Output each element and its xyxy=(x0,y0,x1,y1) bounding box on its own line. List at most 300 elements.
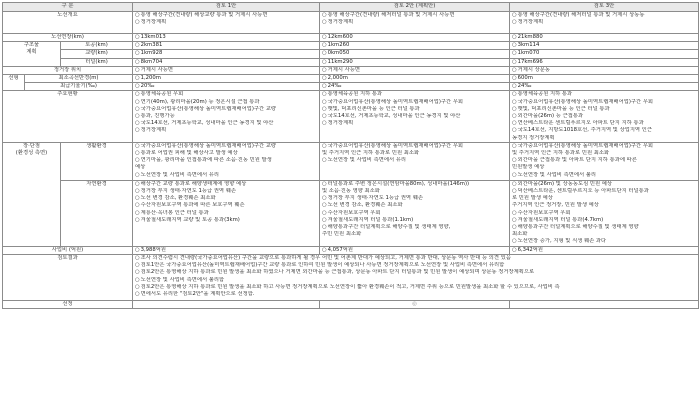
text-line xyxy=(135,181,317,188)
bullet-icon: ○ xyxy=(322,180,327,187)
bullet-icon: ○ xyxy=(322,246,327,253)
cell-plan2 xyxy=(320,75,510,83)
line-text: 정거장계획 xyxy=(517,19,544,26)
text-line xyxy=(135,247,317,254)
bullet-icon: ○ xyxy=(135,216,140,223)
cell-plan1 xyxy=(133,66,320,74)
row-review xyxy=(3,255,699,301)
bullet-icon: ○ xyxy=(135,188,140,195)
text-line xyxy=(512,238,696,245)
bullet-icon: ○ xyxy=(512,113,517,120)
bullet-icon: ○ xyxy=(322,91,327,98)
line-text: 노선 변경 감소, 환경훼손 최소화 xyxy=(140,195,216,202)
bullet-icon: ○ xyxy=(512,224,517,231)
label-radius: 최소곡선반경(m) xyxy=(25,75,133,83)
bullet-icon: ○ xyxy=(135,283,140,290)
line-text: 해양통과구간 터널계획으로 해양수질 및 생태계 영향, xyxy=(327,224,451,231)
cell-plan2 xyxy=(320,34,510,42)
bullet-icon: ○ xyxy=(512,83,517,90)
bullet-icon: ○ xyxy=(135,19,140,26)
bullet-icon: ○ xyxy=(322,113,327,120)
text-line xyxy=(512,113,696,120)
line-text: 2km381 xyxy=(140,42,163,49)
label-review: 검토결과 xyxy=(3,255,133,301)
row-cost xyxy=(3,246,699,254)
line-text: 해상구간 교량 통과로 해양생태계에 영향 예상 xyxy=(140,180,247,187)
selection-plan2: ◎ xyxy=(320,301,510,309)
cell-plan2 xyxy=(320,83,510,91)
text-line xyxy=(135,195,317,202)
text-line xyxy=(322,50,507,57)
line-text: 6,342억원 xyxy=(517,246,544,253)
cell-plan1 xyxy=(133,83,320,91)
bullet-icon: ○ xyxy=(512,142,517,149)
bullet-icon: ○ xyxy=(135,195,140,202)
line-text: 국가중요어업유산(통영해상 돌미역트랩재배어업)구간 우회 xyxy=(327,142,464,149)
text-line xyxy=(135,34,317,41)
text-line xyxy=(135,172,317,179)
row-earthwork xyxy=(3,42,699,50)
bullet-icon: ○ xyxy=(322,209,327,216)
line-text: 로 민원 발생 예상 xyxy=(512,195,553,202)
line-text: 농경지 정거장계획 xyxy=(512,134,555,141)
cell-plan1 xyxy=(133,142,320,180)
line-text: 면에서도 유리한 "검토2안"을 계획안으로 선정함. xyxy=(140,291,255,298)
selection-plan1 xyxy=(133,301,320,309)
line-text: 검토2안은 통영해상 지하 통과로 민원 발생을 최소화 하고 사등면 정거장계획으로 노선연장이 짧아 환경훼손이 적고, 거제면 주위 등으로 민원발생을 최소화 할 수 있으므로, 사업비 측 xyxy=(140,283,560,290)
bullet-icon: ○ xyxy=(512,91,517,98)
text-line xyxy=(322,150,507,157)
cell-plan3 xyxy=(510,142,699,180)
bullet-icon: ○ xyxy=(135,50,140,57)
bullet-icon: ○ xyxy=(135,142,140,149)
line-text: 연기마을, 광리마을 인접통과에 따른 소음·진동 민원 발생 xyxy=(140,157,272,164)
text-line xyxy=(135,113,317,120)
selection-plan3 xyxy=(510,301,699,309)
bullet-icon: ○ xyxy=(322,202,327,209)
bullet-icon: ○ xyxy=(135,83,140,90)
text-line xyxy=(135,150,317,157)
text-line xyxy=(512,210,696,217)
bullet-icon: ○ xyxy=(512,50,517,57)
text-line xyxy=(135,50,317,57)
line-text: 국가중요어업유산(통영해상 돌미역트랩재배어업)구간 우회 xyxy=(327,98,464,105)
label-env-group: 장·단점 (환경성 측면) xyxy=(3,142,61,246)
line-text: 연산베스트타운 센트럴푸르지오 아파트 단지 지하 통과 xyxy=(517,120,644,127)
text-line xyxy=(512,12,696,19)
line-text: 600m xyxy=(517,75,533,82)
text-line xyxy=(135,164,317,171)
cell-plan3 xyxy=(510,50,699,58)
line-text: 8km704 xyxy=(140,58,163,65)
label-living-env: 생활환경 xyxy=(61,142,133,180)
bullet-icon: ○ xyxy=(512,12,517,18)
bullet-icon: ○ xyxy=(512,209,517,216)
line-text: 국가중요어업유산(통영해상 돌미역트랩재배어업)구간 우회 xyxy=(517,142,654,149)
row-bridge xyxy=(3,50,699,58)
text-line xyxy=(322,217,507,224)
line-text: 최소화 xyxy=(512,231,528,238)
text-line xyxy=(512,83,696,90)
line-text: 검토2안은 통영해상 지하 통과로 민원 발생을 최소화 하였으나 거제면 외간마을 등 근접통과, 상문동 아파트 단지 터널통과 및 민원 발생이 예상되며 상문동 정거장계획으로 xyxy=(140,269,535,276)
text-line xyxy=(135,143,317,150)
row-tunnel xyxy=(3,58,699,66)
bullet-icon: ○ xyxy=(322,42,327,49)
bullet-icon: ○ xyxy=(135,58,140,65)
line-text: 노선 변경 감소, 환경훼손 최소화 xyxy=(327,202,403,209)
cell-plan3 xyxy=(510,66,699,74)
line-text: 예상 xyxy=(135,164,146,171)
bullet-icon: ○ xyxy=(135,127,140,134)
line-text: 2,000m xyxy=(327,75,348,82)
line-text: 해양통과구간 터널계획으로 해양수질 및 생태계 영향 xyxy=(517,224,639,231)
bullet-icon: ○ xyxy=(322,142,327,149)
cell-plan2 xyxy=(320,42,510,50)
text-line xyxy=(512,42,696,49)
line-text: 검토1안은 국가중요어업유산(돌미역트랩재배어업)구간 교량 통과로 인하여 민원 발생이 예상되나 사등면 정거장계획으로 노선연장 및 사업비 측면에서 유리함 xyxy=(140,262,505,269)
text-line xyxy=(322,67,507,74)
text-line xyxy=(322,34,507,41)
line-text: 거제시 사등면 xyxy=(327,66,361,73)
line-text: 주거지역 인근 정거장, 민원 발생 예상 xyxy=(512,202,599,209)
cell-plan1 xyxy=(133,246,320,254)
text-line xyxy=(512,143,696,150)
text-line xyxy=(322,247,507,254)
bullet-icon: ○ xyxy=(135,42,140,49)
label-tunnel: 터널(km) xyxy=(61,58,133,66)
text-line xyxy=(322,99,507,106)
text-line xyxy=(322,12,507,19)
text-line xyxy=(322,143,507,150)
bullet-icon: ○ xyxy=(322,195,327,202)
line-text: 통영 해상구간(견내량) 해저터널 통과 및 거제시 사등면 xyxy=(327,12,455,18)
line-text: 거제시 사등면 xyxy=(140,66,174,73)
label-alignment-group: 선형 xyxy=(3,75,25,91)
row-grade xyxy=(3,83,699,91)
cell-plan3 xyxy=(510,180,699,246)
bullet-icon: ○ xyxy=(512,34,517,40)
text-line xyxy=(322,106,507,113)
row-radius xyxy=(3,75,699,83)
row-length xyxy=(3,34,699,42)
text-line xyxy=(512,172,696,179)
cell-plan2 xyxy=(320,180,510,246)
bullet-icon: ○ xyxy=(512,180,517,187)
text-line xyxy=(512,67,696,74)
line-text: 1,200m xyxy=(140,75,161,82)
text-line xyxy=(512,19,696,26)
cell-plan3 xyxy=(510,42,699,50)
cell-plan3 xyxy=(510,91,699,142)
line-text: 정거장 부지 생태·자연도 1등급 권역 훼손 xyxy=(140,188,236,195)
line-text: 12km600 xyxy=(327,34,353,40)
cell-plan3 xyxy=(510,34,699,42)
line-text: 수산자원보호구역 우회 xyxy=(327,209,381,216)
bullet-icon: ○ xyxy=(135,66,140,73)
header-row xyxy=(3,3,699,12)
bullet-icon: ○ xyxy=(322,34,327,40)
text-line xyxy=(322,113,507,120)
cell-plan1 xyxy=(133,34,320,42)
text-line xyxy=(322,19,507,26)
header-category: 구 분 xyxy=(3,3,133,12)
line-text: 국도14호선, 거제초등학교, 성내마을 인근 농경지 및 야산 xyxy=(140,120,274,127)
cell-plan1 xyxy=(133,58,320,66)
line-text: 정거장계획 xyxy=(327,19,354,26)
line-text: 국도14호선, 지방도1018호선, 주거지역 및 상업지역 인근 xyxy=(517,127,652,134)
header-plan2: 검토 2안 (계획안) xyxy=(320,3,510,12)
text-line xyxy=(135,120,317,127)
text-line xyxy=(135,277,696,284)
text-line xyxy=(135,12,317,19)
line-text: 국도14호선, 거제초등학교, 성내마을 인근 농경지 및 야산 xyxy=(327,113,461,120)
text-line xyxy=(135,217,317,224)
text-line xyxy=(512,164,696,171)
text-line xyxy=(135,291,696,298)
text-line xyxy=(322,59,507,66)
row-living-env xyxy=(3,142,699,180)
bullet-icon: ○ xyxy=(512,120,517,127)
text-line xyxy=(135,202,317,209)
label-selection: 선정 xyxy=(3,301,133,309)
bullet-icon: ○ xyxy=(512,19,517,26)
line-text: 정거장계획 xyxy=(327,120,354,127)
text-line xyxy=(322,75,507,82)
line-text: 조사 의견수렴시 견내량(국가중요어업유산) 구간을 교량으로 통과하게 될 경우 어민 및 어촌계 반대가 예상되고, 거제면 통과 반대, 상문동 역사 반대 등 의견 있음 xyxy=(140,255,511,262)
bullet-icon: ○ xyxy=(322,12,327,18)
line-text: 민원발생 예상 xyxy=(512,164,545,171)
cell-plan1 xyxy=(133,75,320,83)
line-text: 외간마을(26m) 및 상동동도심 민원 예상 xyxy=(517,180,613,187)
bullet-icon: ○ xyxy=(322,66,327,73)
text-line xyxy=(512,181,696,188)
bullet-icon: ○ xyxy=(135,120,140,127)
bullet-icon: ○ xyxy=(322,216,327,223)
text-line xyxy=(322,188,507,195)
text-line xyxy=(135,188,317,195)
bullet-icon: ○ xyxy=(322,19,327,26)
text-line xyxy=(135,75,317,82)
label-natural-env: 자연환경 xyxy=(61,180,133,246)
line-text: 17km696 xyxy=(517,58,543,65)
bullet-icon: ○ xyxy=(135,150,140,157)
line-text: 통과로 어업권 피해 및 해상사고 발생 예상 xyxy=(140,150,238,157)
bullet-icon: ○ xyxy=(512,42,517,49)
bullet-icon: ○ xyxy=(135,291,140,298)
line-text: 3,988억원 xyxy=(140,246,167,253)
route-comparison-table xyxy=(2,2,699,309)
cell-plan2 xyxy=(320,91,510,142)
row-natural-env xyxy=(3,180,699,246)
text-line xyxy=(512,91,696,98)
line-text: 20‰ xyxy=(140,83,155,90)
line-text: 국가중요어업유산(통영해상 돌미역트랩재배어업)구간 교량 xyxy=(140,142,277,149)
cell-plan2 xyxy=(320,58,510,66)
line-text: 외간마을(26m) 등 근접통과 xyxy=(517,113,584,120)
text-line xyxy=(135,106,317,113)
bullet-icon: ○ xyxy=(512,216,517,223)
bullet-icon: ○ xyxy=(322,75,327,82)
bullet-icon: ○ xyxy=(512,127,517,134)
bullet-icon: ○ xyxy=(512,171,517,178)
text-line xyxy=(512,135,696,142)
line-text: 통영체육공원 우회 xyxy=(140,91,184,98)
text-line xyxy=(512,120,696,127)
text-line xyxy=(322,210,507,217)
label-earthwork: 토공(km) xyxy=(61,42,133,50)
bullet-icon: ○ xyxy=(135,157,140,164)
bullet-icon: ○ xyxy=(135,246,140,253)
bullet-icon: ○ xyxy=(135,113,140,120)
line-text: 24‰ xyxy=(517,83,532,90)
text-line xyxy=(512,217,696,224)
bullet-icon: ○ xyxy=(135,202,140,209)
bullet-icon: ○ xyxy=(135,105,140,112)
bullet-icon: ○ xyxy=(322,50,327,57)
text-line xyxy=(512,106,696,113)
text-line xyxy=(512,157,696,164)
label-structure-group: 구조물 계획 xyxy=(3,42,61,67)
bullet-icon: ○ xyxy=(135,12,140,18)
label-bridge: 교량(km) xyxy=(61,50,133,58)
cell-plan3 xyxy=(510,75,699,83)
bullet-icon: ○ xyxy=(512,66,517,73)
line-text: 계룡산·옥녀봉 인근 터널 통과 xyxy=(140,209,209,216)
bullet-icon: ○ xyxy=(322,58,327,65)
text-line xyxy=(135,19,317,26)
label-station: 정거장 위치 xyxy=(3,66,133,74)
text-line xyxy=(322,83,507,90)
label-cost: 사업비 (억원) xyxy=(3,246,133,254)
line-text: 1km260 xyxy=(327,42,350,49)
text-line xyxy=(512,195,696,202)
text-line xyxy=(512,50,696,57)
text-line xyxy=(512,75,696,82)
line-text: 통영체육공원 지하 통과 xyxy=(327,91,383,98)
text-line xyxy=(135,99,317,106)
label-main-status: 주요현황 xyxy=(3,91,133,142)
line-text: 정거장 부지 생태·자연도 1등급 권역 훼손 xyxy=(327,195,423,202)
line-text: 1km928 xyxy=(140,50,163,57)
text-line xyxy=(322,224,507,231)
line-text: 통영 해상구간(견내량) 해상교량 통과 및 거제시 사등면 xyxy=(140,12,268,18)
row-station xyxy=(3,66,699,74)
cell-plan3 xyxy=(510,58,699,66)
line-text: 거제시 상문동 xyxy=(517,66,551,73)
label-overview: 노선개요 xyxy=(3,12,133,34)
text-line xyxy=(135,210,317,217)
line-text: 노선연장 및 사업비 측면에서 유리 xyxy=(140,171,219,178)
text-line xyxy=(135,284,696,291)
line-text: 4,057억원 xyxy=(327,246,354,253)
text-line xyxy=(135,91,317,98)
cell-plan3 xyxy=(510,246,699,254)
cell-plan2 xyxy=(320,142,510,180)
text-line xyxy=(512,231,696,238)
line-text: 터널통과로 주변 정온시설(연암마을80m), 성내마을(146m)) xyxy=(327,180,470,187)
cell-plan3 xyxy=(510,12,699,34)
line-text: 및 주거지역 인근 지하 통과로 민원 최소화 xyxy=(322,150,420,157)
bullet-icon: ○ xyxy=(135,262,140,269)
line-text: 0km050 xyxy=(327,50,350,57)
text-line xyxy=(135,67,317,74)
bullet-icon: ○ xyxy=(512,157,517,164)
bullet-icon: ○ xyxy=(135,75,140,82)
text-line xyxy=(135,157,317,164)
line-text: 겨울철새도래지역 터널 통과(1.1km) xyxy=(327,216,414,223)
cell-review-result xyxy=(133,255,699,301)
cell-plan2 xyxy=(320,66,510,74)
text-line xyxy=(512,127,696,134)
label-grade: 최급기울기(‰) xyxy=(25,83,133,91)
line-text: 노선연장 및 사업비 측면에서 유리 xyxy=(327,157,406,164)
line-text: 국가중요어업유산(통영해상 돌미역트랩재배어업)구간 교량 xyxy=(140,105,277,112)
text-line xyxy=(135,262,696,269)
line-text: 노선연장 증가, 지형 및 식생 훼손 과다 xyxy=(517,238,607,245)
bullet-icon: ○ xyxy=(135,276,140,283)
bullet-icon: ○ xyxy=(512,75,517,82)
line-text: 정거장계획 xyxy=(140,19,167,26)
text-line xyxy=(512,34,696,41)
text-line xyxy=(322,120,507,127)
text-line xyxy=(135,127,317,134)
line-text: 겨울철새도래지역 교량 및 토공 통과(3km) xyxy=(140,216,240,223)
line-text: 13km013 xyxy=(140,34,166,40)
bullet-icon: ○ xyxy=(512,188,517,195)
cell-plan1 xyxy=(133,91,320,142)
line-text: 및 소음·진동 영향 최소화 xyxy=(322,188,380,195)
line-text: 노선연장 및 사업비 측면에서 불리 xyxy=(517,171,596,178)
bullet-icon: ○ xyxy=(322,120,327,127)
line-text: 통과, 진행가능 xyxy=(140,113,175,120)
bullet-icon: ○ xyxy=(322,157,327,164)
row-overview xyxy=(3,12,699,34)
line-text: 외간마을 근접통과 및 아파트 단지 지하 통과에 따른 xyxy=(517,157,637,164)
bullet-icon: ○ xyxy=(135,91,140,98)
bullet-icon: ○ xyxy=(322,83,327,90)
line-text: 햇빛, 덕포리신촌마을 등 인근 터널 통과 xyxy=(327,105,420,112)
header-plan1: 검토 1안 xyxy=(133,3,320,12)
bullet-icon: ○ xyxy=(322,105,327,112)
header-plan3: 검토 3안 xyxy=(510,3,699,12)
bullet-icon: ○ xyxy=(135,269,140,276)
bullet-icon: ○ xyxy=(512,105,517,112)
line-text: 햇빛, 덕포리신촌마을 등 인근 터널 통과 xyxy=(517,105,610,112)
text-line xyxy=(512,59,696,66)
bullet-icon: ○ xyxy=(135,98,140,105)
line-text: 24‰ xyxy=(327,83,342,90)
text-line xyxy=(512,99,696,106)
line-text: 겨울철새도래지역 터널 통과(4.7km) xyxy=(517,216,604,223)
line-text: 1km070 xyxy=(517,50,540,57)
cell-plan1 xyxy=(133,12,320,34)
line-text: 덕산베스트타운, 센트럴푸르지오 등 아파트단지 터널통과 xyxy=(517,188,649,195)
text-line xyxy=(135,59,317,66)
bullet-icon: ○ xyxy=(135,255,140,262)
line-text: 노선연장 및 사업비 측면에서 불리함 xyxy=(140,276,225,283)
text-line xyxy=(512,202,696,209)
text-line xyxy=(135,83,317,90)
text-line xyxy=(322,195,507,202)
bullet-icon: ○ xyxy=(322,98,327,105)
text-line xyxy=(322,202,507,209)
bullet-icon: ○ xyxy=(135,209,140,216)
bullet-icon: ○ xyxy=(512,238,517,245)
text-line xyxy=(322,181,507,188)
bullet-icon: ○ xyxy=(135,171,140,178)
bullet-icon: ○ xyxy=(135,180,140,187)
text-line xyxy=(135,42,317,49)
